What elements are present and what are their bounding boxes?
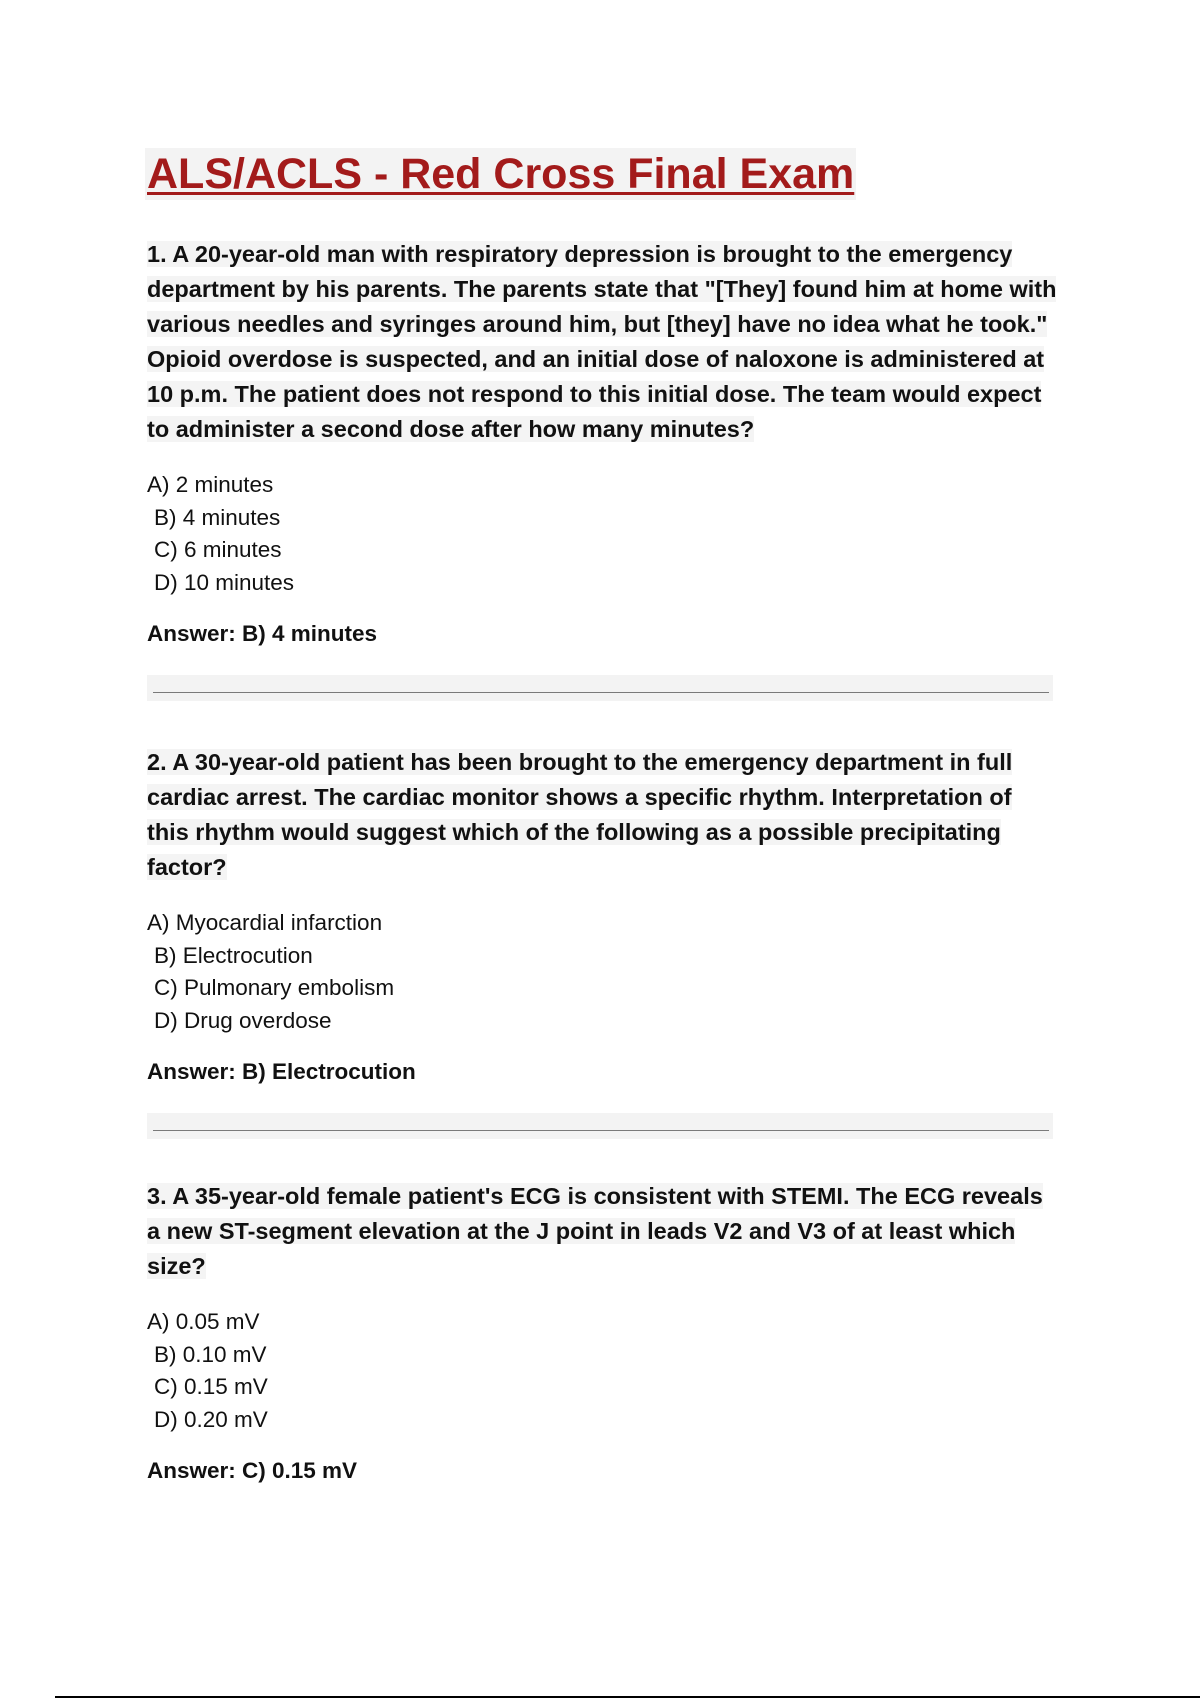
option-2b: B) Electrocution <box>154 942 313 968</box>
option-3d: D) 0.20 mV <box>154 1406 268 1432</box>
option-2a: A) Myocardial infarction <box>147 910 383 935</box>
options-list-1 <box>147 469 1059 599</box>
question-text-2: 2. A 30-year-old patient has been brought to the emergency department in full cardiac arrest. The cardiac monitor shows a specific rhythm. Interpretation of this rhythm would suggest which of the following as a possible precipitating factor? <box>147 749 1013 880</box>
question-block-2 <box>147 745 1059 885</box>
page-bottom-rule <box>55 1696 1200 1698</box>
options-list-3 <box>147 1306 1059 1436</box>
question-text-1: 1. A 20-year-old man with respiratory depression is brought to the emergency department by his parents. The parents state that "[They] found him at home with various needles and syringes around him, but [they] have no idea what he took." Opioid overdose is suspected, and an initial dose of naloxone is administered at 10 p.m. The patient does not respond to this initial dose. The team would expect to administer a second dose after how many minutes? <box>147 241 1057 442</box>
question-text-3: 3. A 35-year-old female patient's ECG is consistent with STEMI. The ECG reveals a new ST-segment elevation at the J point in leads V2 and V3 of at least which size? <box>147 1183 1043 1279</box>
document-page <box>147 148 1059 1486</box>
answer-1: Answer: B) 4 minutes <box>147 621 378 646</box>
option-1c: C) 6 minutes <box>154 537 282 562</box>
option-2d: D) Drug overdose <box>154 1007 332 1033</box>
options-list-2 <box>147 907 1059 1037</box>
option-2c: C) Pulmonary embolism <box>154 975 395 1000</box>
answer-2: Answer: B) Electrocution <box>147 1059 416 1084</box>
option-3b: B) 0.10 mV <box>154 1341 267 1367</box>
answer-3: Answer: C) 0.15 mV <box>147 1458 358 1483</box>
divider-2 <box>147 1113 1053 1139</box>
option-1d: D) 10 minutes <box>154 569 295 595</box>
option-3c: C) 0.15 mV <box>154 1374 268 1399</box>
option-1b: B) 4 minutes <box>154 504 281 530</box>
divider-1 <box>147 675 1053 701</box>
question-block-3 <box>147 1179 1059 1284</box>
question-block-1 <box>147 237 1059 447</box>
page-title: ALS/ACLS - Red Cross Final Exam <box>147 150 855 198</box>
option-1a: A) 2 minutes <box>147 472 274 497</box>
option-3a: A) 0.05 mV <box>147 1309 260 1334</box>
title-container <box>145 148 856 200</box>
